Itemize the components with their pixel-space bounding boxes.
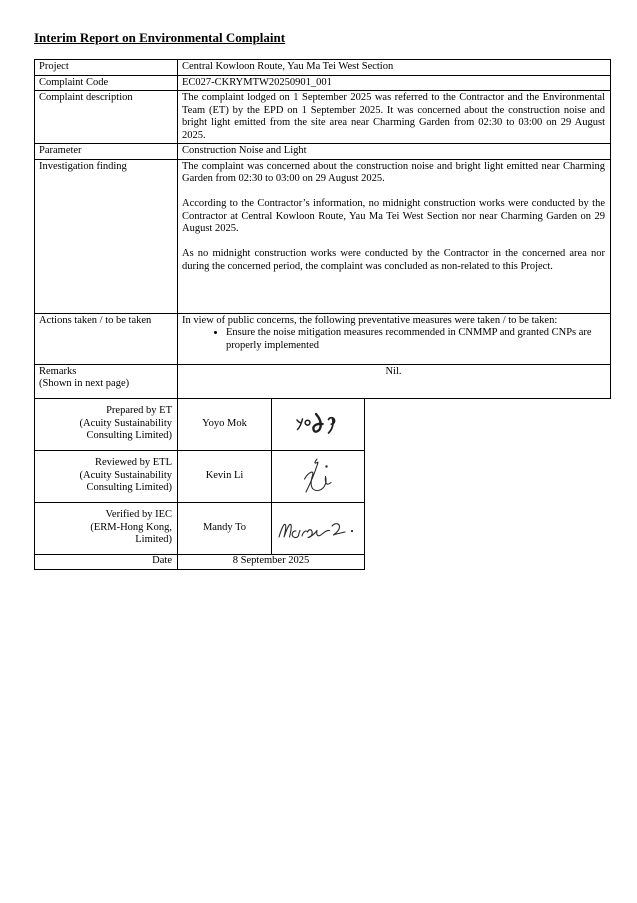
reviewed-by-line3: Consulting Limited) [86,482,172,494]
actions-bullet-item: • Ensure the noise mitigation measures recommended in CNMMP and granted CNPs are properly implemented [226,327,605,352]
complaint-report-table [34,59,611,399]
verified-by-name: Mandy To [178,502,272,554]
verified-by-line3: Limited) [135,534,172,546]
remarks-value: Nil. [178,364,611,398]
remarks-label-line2: (Shown in next page) [39,378,130,389]
prepared-by-line1: Prepared by ET [106,405,172,417]
table-row-investigation-finding [35,159,611,313]
prepared-by-line3: Consulting Limited) [86,430,172,442]
date-label: Date [35,554,178,569]
project-label: Project [35,60,178,76]
verified-by-line2: (ERM-Hong Kong, [90,521,172,533]
complaint-description-text: The complaint lodged on 1 September 2025 was referred to the Contractor and the Environmental Team (ET) by the EPD on 1 September 2025. It was concerned about the construction noise and bright light emitted from the site area near Charming Garden from 02:30 to 03:00 on 29 August 2025. [182,92,605,141]
project-value: Central Kowloon Route, Yau Ma Tei West Section [178,60,611,76]
reviewed-by-signature-cell [272,450,365,502]
yoyo-mok-signature-icon [292,410,344,438]
signature-table [34,398,365,570]
finding-paragraph-1: The complaint was concerned about the construction noise and bright light emitted near Charming Garden from 02:30 to 03:00 on 29 August 2025. [182,160,605,184]
reviewed-by-line1: Reviewed by ETL [95,457,172,469]
finding-paragraph-3: As no midnight construction works were conducted by the Contractor in the concerned area nor during the concerned period, the complaint was concluded as non-related to this Project. [182,248,605,272]
reviewed-by-name: Kevin Li [178,450,272,502]
actions-intro-text: In view of public concerns, the following preventative measures were taken / to be taken: [182,314,558,326]
verified-by-line1: Verified by IEC [105,509,172,521]
kevin-li-signature-icon [295,455,341,497]
table-row-prepared-by [35,398,365,450]
verified-by-label [35,502,178,554]
mandy-to-signature-icon [275,512,361,544]
table-row-project [35,60,611,76]
actions-taken-label: Actions taken / to be taken [35,313,178,364]
table-row-date [35,554,365,569]
finding-paragraph-2: According to the Contractor’s information, no midnight construction works were conducted by the Contractor at Central Kowloon Route, Yau Ma Tei West Section nor near Charming Garden on 29 August 2025. [182,198,605,234]
complaint-code-label: Complaint Code [35,75,178,91]
parameter-value: Construction Noise and Light [178,144,611,160]
prepared-by-line2: (Acuity Sustainability [79,417,172,429]
table-row-verified-by [35,502,365,554]
investigation-finding-label: Investigation finding [35,159,178,313]
reviewed-by-label [35,450,178,502]
table-row-complaint-description [35,91,611,144]
date-value: 8 September 2025 [178,554,365,569]
table-row-actions-taken [35,313,611,364]
reviewed-by-line2: (Acuity Sustainability [79,469,172,481]
remarks-label-line1: Remarks [39,365,77,377]
page-title: Interim Report on Environmental Complaint [34,30,286,45]
remarks-label [35,364,178,398]
table-row-complaint-code [35,75,611,91]
table-row-remarks [35,364,611,398]
actions-taken-value [178,313,611,364]
actions-bullet-list [182,327,605,352]
parameter-label: Parameter [35,144,178,160]
prepared-by-label [35,398,178,450]
complaint-code-value: EC027-CKRYMTW20250901_001 [178,75,611,91]
complaint-description-value [178,91,611,144]
verified-by-signature-cell [272,502,365,554]
prepared-by-name: Yoyo Mok [178,398,272,450]
table-row-parameter [35,144,611,160]
table-row-reviewed-by [35,450,365,502]
complaint-description-label: Complaint description [35,91,178,144]
prepared-by-signature-cell [272,398,365,450]
investigation-finding-value [178,159,611,313]
